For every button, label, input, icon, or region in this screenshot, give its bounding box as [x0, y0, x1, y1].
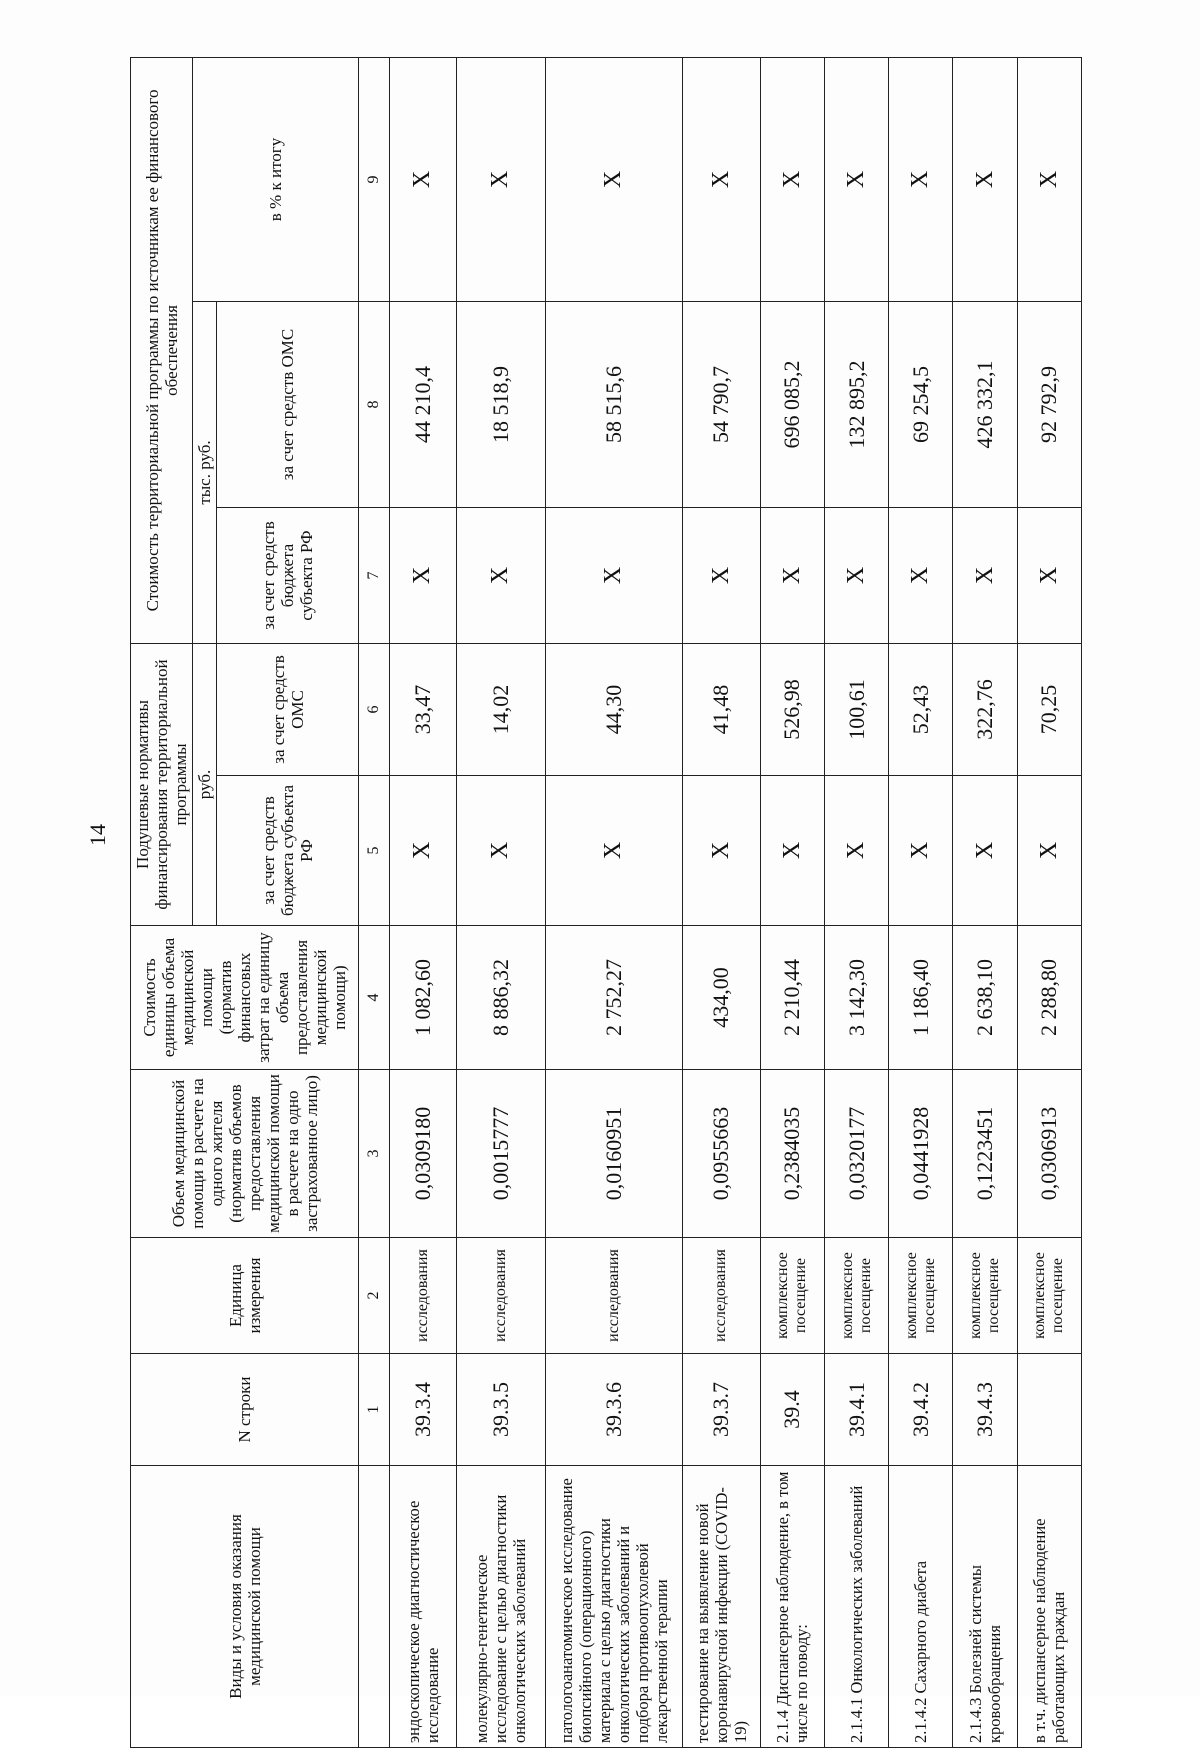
header-percapita-budget: за счет средств бюджета субъекта РФ — [217, 776, 359, 926]
row-percapita-oms: 14,02 — [456, 643, 546, 775]
row-percent: X — [953, 57, 1017, 301]
row-percent: X — [760, 57, 824, 301]
row-percapita-oms: 44,30 — [546, 643, 683, 775]
table-row — [682, 57, 760, 1747]
row-name: 2.1.4.1 Онкологических заболеваний — [824, 1466, 888, 1748]
row-code: 39.3.5 — [456, 1354, 546, 1466]
header-unit-thousand-rub: тыс. руб. — [193, 301, 217, 643]
row-unit-cost: 2 288,80 — [1017, 926, 1081, 1070]
row-unit-cost: 2 638,10 — [953, 926, 1017, 1070]
row-name: патологоанатомическое исследование биопсийного (операционного) материала с целью диагностики онкологических заболеваний и подбора противоопухолевой лекарственной терапии — [546, 1466, 683, 1748]
row-code: 39.4 — [760, 1354, 824, 1466]
row-name: 2.1.4 Диспансерное наблюдение, в том числе по поводу: — [760, 1466, 824, 1748]
colnum-7: 7 — [359, 507, 390, 643]
row-code: 39.4.2 — [889, 1354, 953, 1466]
header-cost-group: Стоимость территориальной программы по источникам ее финансового обеспечения — [131, 57, 193, 643]
row-percapita-budget: X — [760, 776, 824, 926]
row-unit: исследования — [546, 1238, 683, 1354]
row-volume: 0,0320177 — [824, 1070, 888, 1238]
row-cost-budget: X — [390, 507, 457, 643]
page-number: 14 — [85, 824, 110, 846]
row-cost-oms: 426 332,1 — [953, 301, 1017, 507]
row-cost-oms: 58 515,6 — [546, 301, 683, 507]
header-percent-total: в % к итогу — [193, 57, 359, 301]
row-percent: X — [824, 57, 888, 301]
row-unit: исследования — [456, 1238, 546, 1354]
row-volume: 0,0309180 — [390, 1070, 457, 1238]
row-percent: X — [390, 57, 457, 301]
row-cost-budget: X — [546, 507, 683, 643]
row-unit-cost: 3 142,30 — [824, 926, 888, 1070]
financing-table — [130, 57, 1082, 1748]
colnum-3: 3 — [359, 1070, 390, 1238]
row-percapita-budget: X — [889, 776, 953, 926]
row-volume: 0,0306913 — [1017, 1070, 1081, 1238]
colnum-4: 4 — [359, 926, 390, 1070]
row-percent: X — [682, 57, 760, 301]
row-percapita-budget: X — [1017, 776, 1081, 926]
table-row — [546, 57, 683, 1747]
row-code — [1017, 1354, 1081, 1466]
row-unit-cost: 8 886,32 — [456, 926, 546, 1070]
colnum-8: 8 — [359, 301, 390, 507]
table-container — [130, 58, 1082, 1748]
row-percapita-oms: 33,47 — [390, 643, 457, 775]
row-volume: 0,1223451 — [953, 1070, 1017, 1238]
row-volume: 0,0160951 — [546, 1070, 683, 1238]
row-percapita-oms: 41,48 — [682, 643, 760, 775]
table-row — [889, 57, 953, 1747]
row-percapita-oms: 70,25 — [1017, 643, 1081, 775]
row-volume: 0,0441928 — [889, 1070, 953, 1238]
row-cost-budget: X — [953, 507, 1017, 643]
row-cost-oms: 69 254,5 — [889, 301, 953, 507]
header-percapita-group: Подушевые нормативы финансирования территориальной программы — [131, 643, 193, 925]
row-cost-oms: 92 792,9 — [1017, 301, 1081, 507]
row-code: 39.3.6 — [546, 1354, 683, 1466]
table-row — [1017, 57, 1081, 1747]
table-row — [760, 57, 824, 1747]
row-unit: комплексное посещение — [824, 1238, 888, 1354]
row-unit: комплексное посещение — [953, 1238, 1017, 1354]
row-percent: X — [1017, 57, 1081, 301]
row-name: эндоскопическое диагностическое исследование — [390, 1466, 457, 1748]
row-percapita-budget: X — [682, 776, 760, 926]
row-percapita-budget: X — [390, 776, 457, 926]
row-unit-cost: 2 752,27 — [546, 926, 683, 1070]
header-row-number: N строки — [131, 1354, 359, 1466]
row-percent: X — [456, 57, 546, 301]
row-name: 2.1.4.3 Болезней системы кровообращения — [953, 1466, 1017, 1748]
row-volume: 0,2384035 — [760, 1070, 824, 1238]
table-row — [953, 57, 1017, 1747]
row-percent: X — [889, 57, 953, 301]
row-cost-budget: X — [760, 507, 824, 643]
row-cost-oms: 44 210,4 — [390, 301, 457, 507]
row-percapita-budget: X — [456, 776, 546, 926]
row-code: 39.4.1 — [824, 1354, 888, 1466]
row-unit: комплексное посещение — [889, 1238, 953, 1354]
row-percapita-oms: 100,61 — [824, 643, 888, 775]
colnum-6: 6 — [359, 643, 390, 775]
row-percapita-budget: X — [546, 776, 683, 926]
colnum-9: 9 — [359, 57, 390, 301]
row-unit-cost: 1 082,60 — [390, 926, 457, 1070]
header-percapita-oms: за счет средств ОМС — [217, 643, 359, 775]
header-unit: Единица измерения — [131, 1238, 359, 1354]
row-percapita-budget: X — [824, 776, 888, 926]
colnum-1: 1 — [359, 1354, 390, 1466]
row-cost-oms: 132 895,2 — [824, 301, 888, 507]
row-name: молекулярно-генетическое исследование с целью диагностики онкологических заболеваний — [456, 1466, 546, 1748]
rotated-table-area — [130, 58, 1082, 1748]
row-percapita-budget: X — [953, 776, 1017, 926]
colnum-0 — [359, 1466, 390, 1748]
row-unit: исследования — [682, 1238, 760, 1354]
row-unit-cost: 1 186,40 — [889, 926, 953, 1070]
header-cost-oms: за счет средств ОМС — [217, 301, 359, 507]
row-unit: комплексное посещение — [1017, 1238, 1081, 1354]
colnum-2: 2 — [359, 1238, 390, 1354]
row-code: 39.3.7 — [682, 1354, 760, 1466]
row-code: 39.4.3 — [953, 1354, 1017, 1466]
header-cost-budget: за счет средств бюджета субъекта РФ — [217, 507, 359, 643]
row-volume: 0,0955663 — [682, 1070, 760, 1238]
row-cost-budget: X — [824, 507, 888, 643]
table-row — [824, 57, 888, 1747]
colnum-5: 5 — [359, 776, 390, 926]
row-name: в т.ч. диспансерное наблюдение работающих граждан — [1017, 1466, 1081, 1748]
row-volume: 0,0015777 — [456, 1070, 546, 1238]
row-percapita-oms: 526,98 — [760, 643, 824, 775]
row-unit-cost: 2 210,44 — [760, 926, 824, 1070]
row-unit: комплексное посещение — [760, 1238, 824, 1354]
header-unit-cost: Стоимость единицы объема медицинской помощи (норматив финансовых затрат на единицу объема предоставления медицинской помощи) — [131, 926, 359, 1070]
row-unit: исследования — [390, 1238, 457, 1354]
row-percent: X — [546, 57, 683, 301]
row-percapita-oms: 322,76 — [953, 643, 1017, 775]
header-kind: Виды и условия оказания медицинской помощи — [131, 1466, 359, 1748]
header-volume: Объем медицинской помощи в расчете на одного жителя (норматив объемов предоставления медицинской помощи в расчете на одно застрахованное лицо) — [131, 1070, 359, 1238]
row-cost-oms: 696 085,2 — [760, 301, 824, 507]
row-unit-cost: 434,00 — [682, 926, 760, 1070]
header-unit-rub: руб. — [193, 643, 217, 925]
row-cost-oms: 18 518,9 — [456, 301, 546, 507]
row-cost-budget: X — [456, 507, 546, 643]
row-cost-budget: X — [1017, 507, 1081, 643]
row-name: 2.1.4.2 Сахарного диабета — [889, 1466, 953, 1748]
table-row — [456, 57, 546, 1747]
row-percapita-oms: 52,43 — [889, 643, 953, 775]
row-code: 39.3.4 — [390, 1354, 457, 1466]
row-cost-oms: 54 790,7 — [682, 301, 760, 507]
row-cost-budget: X — [889, 507, 953, 643]
row-cost-budget: X — [682, 507, 760, 643]
row-name: тестирование на выявление новой коронавирусной инфекции (COVID-19) — [682, 1466, 760, 1748]
table-row — [390, 57, 457, 1747]
